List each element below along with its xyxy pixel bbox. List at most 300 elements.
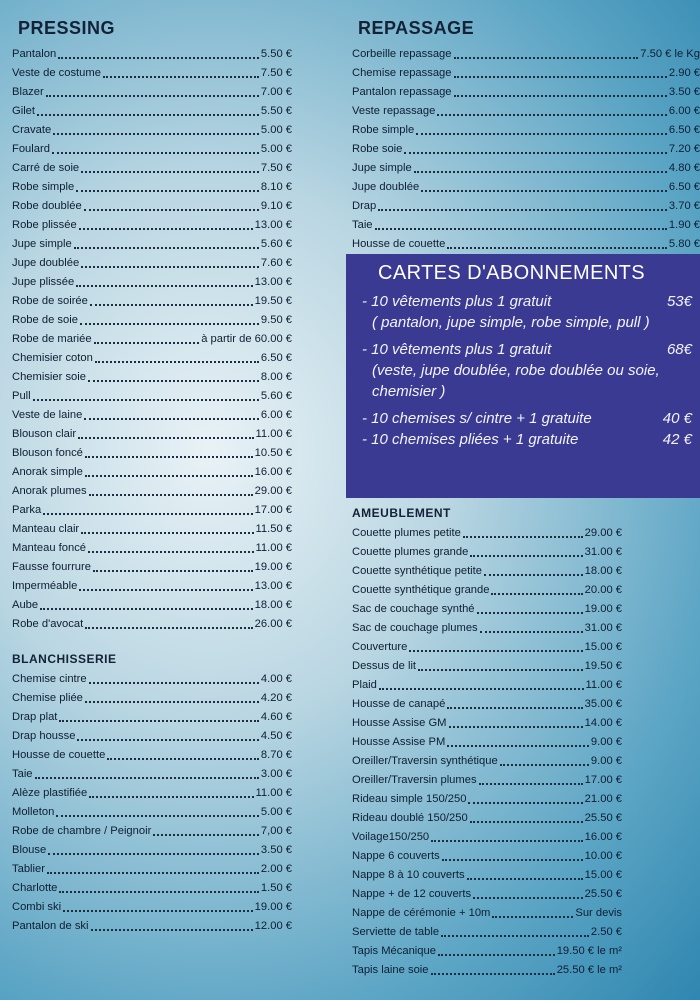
price-row	[12, 803, 292, 822]
dot-leader	[89, 494, 253, 496]
item-name: Carré de soie	[12, 162, 80, 174]
item-price: 3.70 €	[668, 200, 700, 212]
dot-leader	[467, 878, 583, 880]
price-row	[12, 670, 292, 689]
price-row	[352, 847, 622, 866]
ameublement-list	[352, 524, 622, 980]
item-name: Couette plumes petite	[352, 527, 461, 539]
price-row	[12, 368, 292, 387]
item-name: Drap plat	[12, 711, 58, 723]
dot-leader	[447, 247, 667, 249]
price-row	[12, 482, 292, 501]
dot-leader	[378, 209, 667, 211]
price-row	[352, 676, 622, 695]
price-row	[12, 387, 292, 406]
dot-leader	[48, 853, 259, 855]
dot-leader	[33, 399, 259, 401]
price-row	[352, 733, 622, 752]
dot-leader	[81, 171, 259, 173]
dot-leader	[79, 228, 253, 230]
item-price: à partir de 60.00 €	[201, 333, 292, 345]
price-row	[352, 581, 622, 600]
offer-3-label: - 10 chemises s/ cintre + 1 gratuite	[362, 410, 592, 427]
item-name: Pull	[12, 390, 31, 402]
item-name: Cravate	[12, 124, 52, 136]
item-price: 17.00 €	[254, 504, 292, 516]
item-price: 11.00 €	[255, 787, 292, 799]
item-price: 8.70 €	[260, 749, 292, 761]
item-name: Robe de mariée	[12, 333, 92, 345]
ameublement-title: AMEUBLEMENT	[352, 506, 451, 520]
price-row	[352, 178, 700, 197]
item-name: Drap housse	[12, 730, 76, 742]
item-price: 10.50 €	[254, 447, 292, 459]
item-price: 7.60 €	[260, 257, 292, 269]
item-price: 2.90 €	[668, 67, 700, 79]
item-name: Tablier	[12, 863, 45, 875]
price-row	[12, 463, 292, 482]
dot-leader	[37, 114, 259, 116]
item-name: Veste de costume	[12, 67, 101, 79]
dot-leader	[56, 815, 259, 817]
item-name: Combi ski	[12, 901, 62, 913]
price-row	[12, 898, 292, 917]
item-name: Robe de soirée	[12, 295, 88, 307]
dot-leader	[107, 758, 259, 760]
item-name: Pantalon de ski	[12, 920, 89, 932]
dot-leader	[477, 612, 583, 614]
price-row	[352, 638, 622, 657]
repassage-title: REPASSAGE	[358, 18, 475, 38]
item-name: Serviette de table	[352, 926, 440, 938]
item-price: 6.00 €	[260, 409, 292, 421]
price-row	[352, 657, 622, 676]
price-row	[12, 292, 292, 311]
item-price: 14.00 €	[584, 717, 622, 729]
dot-leader	[76, 190, 259, 192]
item-name: Manteau foncé	[12, 542, 87, 554]
item-price: 16.00 €	[584, 831, 622, 843]
item-name: Couette synthétique petite	[352, 565, 482, 577]
dot-leader	[74, 247, 259, 249]
item-price: 7,00 €	[260, 825, 292, 837]
item-price: 19.00 €	[254, 561, 292, 573]
price-row	[352, 904, 622, 923]
item-price: 5.60 €	[260, 390, 292, 402]
item-price: 5.00 €	[260, 143, 292, 155]
item-price: 6.00 €	[668, 105, 700, 117]
item-name: Couette synthétique grande	[352, 584, 490, 596]
price-row	[12, 917, 292, 936]
price-row	[12, 841, 292, 860]
item-price: 25.50 €	[584, 812, 622, 824]
price-row	[12, 577, 292, 596]
item-name: Fausse fourrure	[12, 561, 91, 573]
dot-leader	[79, 589, 252, 591]
item-price: 25.50 €	[584, 888, 622, 900]
item-name: Couette plumes grande	[352, 546, 469, 558]
dot-leader	[454, 95, 667, 97]
item-price: 17.00 €	[584, 774, 622, 786]
price-row	[352, 235, 700, 254]
dot-leader	[470, 555, 582, 557]
price-row	[12, 140, 292, 159]
item-price: 5.50 €	[260, 105, 292, 117]
dot-leader	[447, 745, 589, 747]
price-row	[352, 619, 622, 638]
item-price: 19.50 €	[584, 660, 622, 672]
item-price: 11.50 €	[255, 523, 292, 535]
offer-3	[362, 408, 700, 429]
item-name: Nappe 8 à 10 couverts	[352, 869, 465, 881]
item-price: 9.00 €	[590, 755, 622, 767]
dot-leader	[479, 783, 583, 785]
dot-leader	[84, 209, 259, 211]
dot-leader	[447, 707, 582, 709]
pressing-list	[12, 45, 292, 634]
item-price: 12.00 €	[254, 920, 292, 932]
item-name: Veste de laine	[12, 409, 83, 421]
dot-leader	[441, 935, 589, 937]
dot-leader	[35, 777, 259, 779]
price-row	[12, 273, 292, 292]
dot-leader	[84, 418, 259, 420]
item-name: Chemise repassage	[352, 67, 452, 79]
price-row	[352, 600, 622, 619]
dot-leader	[59, 720, 258, 722]
dot-leader	[91, 929, 253, 931]
item-name: Housse de couette	[12, 749, 106, 761]
item-name: Imperméable	[12, 580, 78, 592]
dot-leader	[59, 891, 258, 893]
price-row	[352, 140, 700, 159]
dot-leader	[58, 57, 259, 59]
price-row	[12, 501, 292, 520]
item-price: Sur devis	[575, 907, 622, 919]
price-row	[352, 809, 622, 828]
item-name: Charlotte	[12, 882, 58, 894]
item-name: Nappe 6 couverts	[352, 850, 440, 862]
offer-4-label: - 10 chemises pliées + 1 gratuite	[362, 431, 579, 448]
dot-leader	[470, 821, 583, 823]
item-price: 9.00 €	[590, 736, 622, 748]
item-price: 18.00 €	[254, 599, 292, 611]
item-price: 13.00 €	[254, 276, 292, 288]
item-name: Anorak simple	[12, 466, 83, 478]
price-row	[12, 102, 292, 121]
item-price: 1.50 €	[260, 882, 292, 894]
price-row	[12, 159, 292, 178]
item-name: Jupe doublée	[12, 257, 80, 269]
item-price: 1.90 €	[668, 219, 700, 231]
item-price: 20.00 €	[584, 584, 622, 596]
left-column	[12, 18, 292, 936]
item-price: 7.00 €	[260, 86, 292, 98]
item-price: 31.00 €	[584, 546, 622, 558]
item-name: Anorak plumes	[12, 485, 87, 497]
dot-leader	[409, 650, 582, 652]
price-row	[352, 866, 622, 885]
item-price: 29.00 €	[584, 527, 622, 539]
price-row	[352, 159, 700, 178]
item-price: 15.00 €	[584, 641, 622, 653]
dot-leader	[473, 897, 583, 899]
dot-leader	[89, 796, 253, 798]
offer-2-label: - 10 vêtements plus 1 gratuit	[362, 341, 552, 358]
price-row	[352, 828, 622, 847]
dot-leader	[40, 608, 253, 610]
pressing-title: PRESSING	[18, 18, 116, 38]
item-name: Drap	[352, 200, 377, 212]
dot-leader	[375, 228, 667, 230]
item-name: Aube	[12, 599, 39, 611]
offer-3-price: 40 €	[662, 410, 692, 427]
item-price: 13.00 €	[254, 219, 292, 231]
price-row	[12, 708, 292, 727]
item-name: Housse de canapé	[352, 698, 446, 710]
item-price: 4.50 €	[260, 730, 292, 742]
price-row	[352, 771, 622, 790]
item-name: Dessus de lit	[352, 660, 417, 672]
price-row	[12, 45, 292, 64]
item-name: Blouson clair	[12, 428, 77, 440]
dot-leader	[80, 323, 259, 325]
item-price: 7.50 €	[260, 67, 292, 79]
dot-leader	[500, 764, 589, 766]
item-price: 6.50 €	[668, 124, 700, 136]
dot-leader	[78, 437, 253, 439]
item-price: 8.00 €	[260, 371, 292, 383]
item-name: Robe de chambre / Peignoir	[12, 825, 152, 837]
dot-leader	[89, 682, 259, 684]
blanchisserie-list	[12, 670, 292, 936]
item-price: 2.50 €	[590, 926, 622, 938]
item-price: 4.80 €	[668, 162, 700, 174]
item-name: Chemisier coton	[12, 352, 93, 364]
item-price: 11.00 €	[255, 542, 292, 554]
dot-leader	[414, 171, 667, 173]
dot-leader	[421, 190, 667, 192]
price-row	[352, 64, 700, 83]
item-price: 7.50 €	[260, 162, 292, 174]
dot-leader	[442, 859, 583, 861]
dot-leader	[52, 152, 259, 154]
item-name: Sac de couchage plumes	[352, 622, 478, 634]
dot-leader	[463, 536, 583, 538]
item-name: Chemise cintre	[12, 673, 87, 685]
price-row	[352, 102, 700, 121]
item-price: 35.00 €	[584, 698, 622, 710]
price-row	[352, 45, 700, 64]
dot-leader	[85, 456, 253, 458]
offer-1-note: ( pantalon, jupe simple, robe simple, pull )	[372, 314, 650, 331]
item-price: 10.00 €	[584, 850, 622, 862]
price-row	[352, 752, 622, 771]
dot-leader	[438, 954, 555, 956]
item-name: Robe doublée	[12, 200, 82, 212]
item-name: Housse Assise GM	[352, 717, 447, 729]
dot-leader	[416, 133, 667, 135]
item-price: 3.50 €	[668, 86, 700, 98]
price-row	[352, 695, 622, 714]
item-price: 6.50 €	[260, 352, 292, 364]
price-row	[12, 235, 292, 254]
price-row	[12, 520, 292, 539]
price-row	[12, 349, 292, 368]
dot-leader	[492, 916, 573, 918]
item-name: Parka	[12, 504, 42, 516]
dot-leader	[94, 342, 200, 344]
dot-leader	[88, 380, 259, 382]
item-name: Pantalon	[12, 48, 57, 60]
item-price: 19.00 €	[254, 901, 292, 913]
subscription-cards-box	[346, 254, 700, 498]
dot-leader	[418, 669, 583, 671]
price-row	[12, 746, 292, 765]
price-row	[352, 197, 700, 216]
price-row	[352, 562, 622, 581]
dot-leader	[47, 872, 259, 874]
item-name: Robe de soie	[12, 314, 78, 326]
item-name: Pantalon repassage	[352, 86, 452, 98]
item-price: 25.50 € le m²	[556, 964, 622, 976]
item-name: Chemisier soie	[12, 371, 86, 383]
item-price: 26.00 €	[254, 618, 292, 630]
price-row	[352, 790, 622, 809]
item-name: Sac de couchage synthé	[352, 603, 475, 615]
price-row	[352, 83, 700, 102]
price-row	[12, 311, 292, 330]
dot-leader	[85, 475, 253, 477]
dot-leader	[449, 726, 583, 728]
dot-leader	[76, 285, 252, 287]
price-row	[12, 121, 292, 140]
item-name: Robe plissée	[12, 219, 77, 231]
right-column	[352, 18, 700, 254]
price-row	[352, 961, 622, 980]
item-price: 19.50 € le m²	[556, 945, 622, 957]
item-name: Robe simple	[12, 181, 75, 193]
item-price: 9.50 €	[260, 314, 292, 326]
item-name: Robe soie	[352, 143, 403, 155]
item-price: 19.50 €	[254, 295, 292, 307]
price-row	[12, 822, 292, 841]
item-price: 4.60 €	[260, 711, 292, 723]
dot-leader	[63, 910, 253, 912]
item-price: 5.60 €	[260, 238, 292, 250]
price-row	[352, 216, 700, 235]
item-name: Robe d'avocat	[12, 618, 84, 630]
dot-leader	[93, 570, 253, 572]
item-name: Alèze plastifiée	[12, 787, 88, 799]
item-name: Housse Assise PM	[352, 736, 446, 748]
dot-leader	[46, 95, 259, 97]
item-name: Oreiller/Traversin plumes	[352, 774, 477, 786]
dot-leader	[454, 57, 639, 59]
item-price: 4.20 €	[260, 692, 292, 704]
dot-leader	[77, 739, 258, 741]
item-name: Corbeille repassage	[352, 48, 452, 60]
price-row	[12, 689, 292, 708]
item-price: 21.00 €	[584, 793, 622, 805]
dot-leader	[431, 973, 555, 975]
price-row	[12, 64, 292, 83]
item-name: Plaid	[352, 679, 377, 691]
offer-1-price: 53€	[666, 293, 692, 310]
blanchisserie-title: BLANCHISSERIE	[12, 652, 117, 666]
dot-leader	[85, 627, 252, 629]
item-price: 5.00 €	[260, 124, 292, 136]
dot-leader	[480, 631, 583, 633]
item-price: 5.80 €	[668, 238, 700, 250]
price-row	[12, 879, 292, 898]
offer-2-price: 68€	[666, 341, 692, 358]
dot-leader	[468, 802, 582, 804]
item-name: Jupe simple	[12, 238, 72, 250]
item-name: Nappe + de 12 couverts	[352, 888, 472, 900]
item-price: 19.00 €	[584, 603, 622, 615]
item-name: Blouson foncé	[12, 447, 83, 459]
item-price: 3.50 €	[260, 844, 292, 856]
item-price: 5.50 €	[260, 48, 292, 60]
item-price: 4.00 €	[260, 673, 292, 685]
subscription-title: CARTES D'ABONNEMENTS	[378, 262, 646, 284]
item-name: Taie	[352, 219, 373, 231]
price-row	[352, 524, 622, 543]
dot-leader	[90, 304, 253, 306]
item-price: 5.00 €	[260, 806, 292, 818]
item-name: Blouse	[12, 844, 47, 856]
item-price: 16.00 €	[254, 466, 292, 478]
offer-2-note: (veste, jupe doublée, robe doublée ou soie, chemisier )	[372, 362, 660, 400]
price-row	[12, 216, 292, 235]
item-price: 9.10 €	[260, 200, 292, 212]
dot-leader	[431, 840, 583, 842]
item-name: Chemise pliée	[12, 692, 83, 704]
price-row	[12, 784, 292, 803]
item-price: 7.50 € le Kg	[640, 48, 700, 60]
price-row	[12, 615, 292, 634]
dot-leader	[103, 76, 259, 78]
price-row	[12, 765, 292, 784]
price-row	[12, 558, 292, 577]
item-name: Rideau doublé 150/250	[352, 812, 468, 824]
item-price: 6.50 €	[668, 181, 700, 193]
price-row	[12, 83, 292, 102]
item-name: Nappe de cérémonie + 10m	[352, 907, 491, 919]
offer-1-label: - 10 vêtements plus 1 gratuit	[362, 293, 552, 310]
item-name: Manteau clair	[12, 523, 80, 535]
dot-leader	[88, 551, 253, 553]
offer-2	[362, 339, 700, 360]
item-price: 29.00 €	[254, 485, 292, 497]
price-row	[12, 425, 292, 444]
ameublement-section	[352, 506, 622, 980]
price-row	[12, 178, 292, 197]
item-name: Oreiller/Traversin synthétique	[352, 755, 498, 767]
price-row	[12, 727, 292, 746]
price-row	[12, 406, 292, 425]
item-name: Jupe plissée	[12, 276, 75, 288]
item-price: 3.00 €	[260, 768, 292, 780]
dot-leader	[404, 152, 667, 154]
item-name: Molleton	[12, 806, 55, 818]
item-name: Tapis laine soie	[352, 964, 429, 976]
dot-leader	[484, 574, 583, 576]
dot-leader	[153, 834, 259, 836]
item-name: Gilet	[12, 105, 36, 117]
item-price: 8.10 €	[260, 181, 292, 193]
